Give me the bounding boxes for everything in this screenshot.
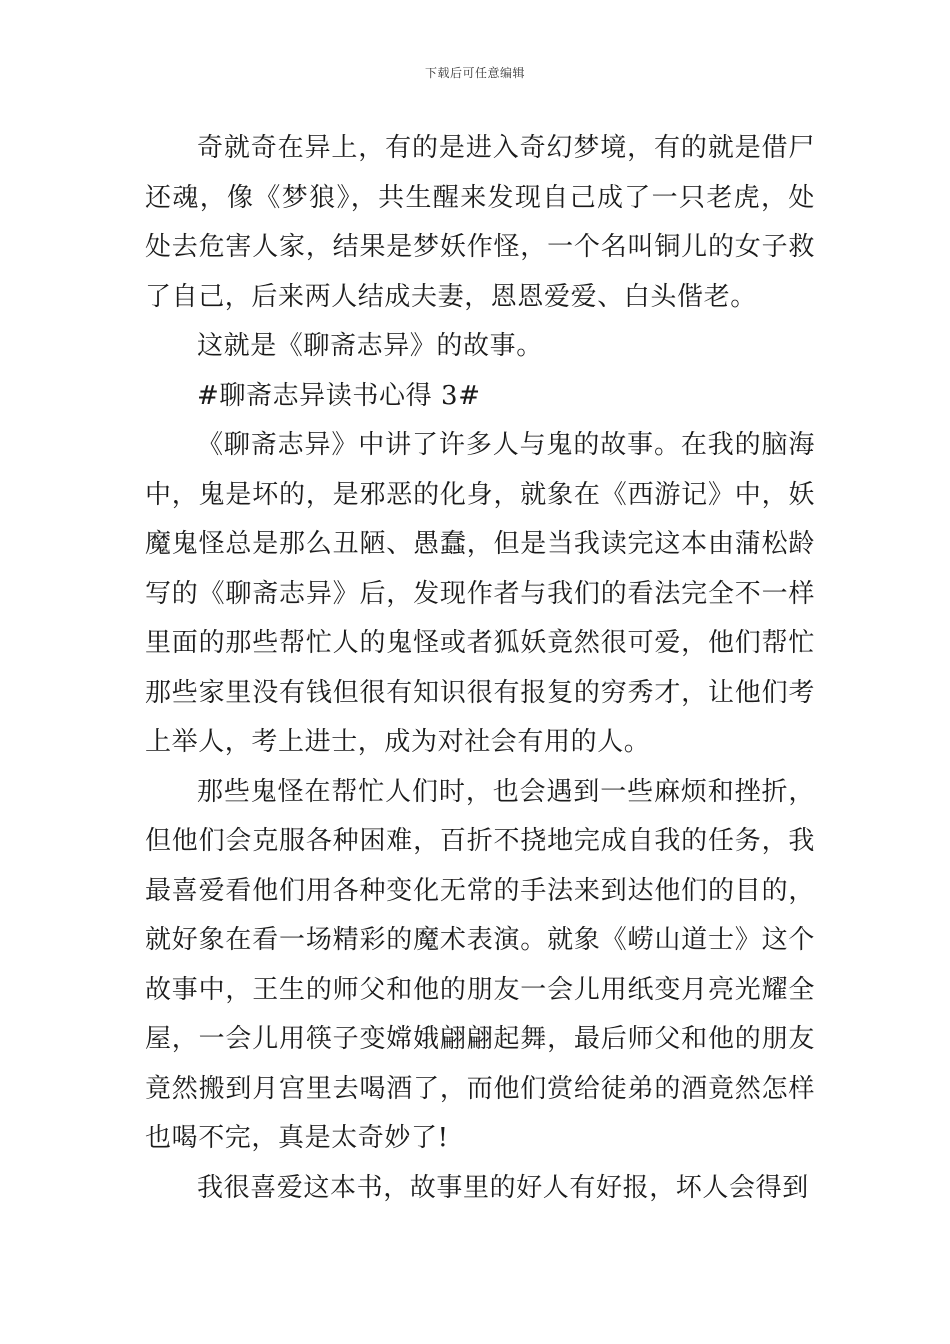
paragraph: 我很喜爱这本书，故事里的好人有好报，坏人会得到 bbox=[197, 1172, 809, 1203]
paragraph: 那些鬼怪在帮忙人们时，也会遇到一些麻烦和挫折，但他们会克服各种困难，百折不挠地完成自我的任务，我最喜爱看他们用各种变化无常的手法来到达他们的目的，就好象在看一场精彩的魔术表演。就象《崂山道士》这个故事中，王生的师父和他的朋友一会儿用纸变月亮光耀全屋，一会儿用筷子变嫦娥翩翩起舞，最后师父和他的朋友竟然搬到月宫里去喝酒了，而他们赏给徒弟的酒竟然怎样也喝不完，真是太奇妙了! bbox=[145, 776, 815, 1153]
page-header: 下载后可任意编辑 bbox=[424, 66, 525, 80]
document-body bbox=[145, 124, 815, 1213]
paragraph: 这就是《聊斋志异》的故事。 bbox=[197, 331, 543, 361]
paragraph: 《聊斋志异》中讲了许多人与鬼的故事。在我的脑海中，鬼是坏的，是邪恶的化身，就象在《西游记》中，妖魔鬼怪总是那么丑陋、愚蠢，但是当我读完这本由蒲松龄写的《聊斋志异》后，发现作者与我们的看法完全不一样里面的那些帮忙人的鬼怪或者狐妖竟然很可爱，他们帮忙那些家里没有钱但很有知识很有报复的穷秀才，让他们考上举人，考上进士，成为对社会有用的人。 bbox=[145, 430, 815, 757]
paragraph: 奇就奇在异上，有的是进入奇幻梦境，有的就是借尸还魂，像《梦狼》，共生醒来发现自己成了一只老虎，处处去危害人家，结果是梦妖作怪，一个名叫铜儿的女子救了自己，后来两人结成夫妻，恩恩爱爱、白头偕老。 bbox=[145, 133, 815, 312]
section-heading: #聊斋志异读书心得 3# bbox=[197, 380, 481, 411]
